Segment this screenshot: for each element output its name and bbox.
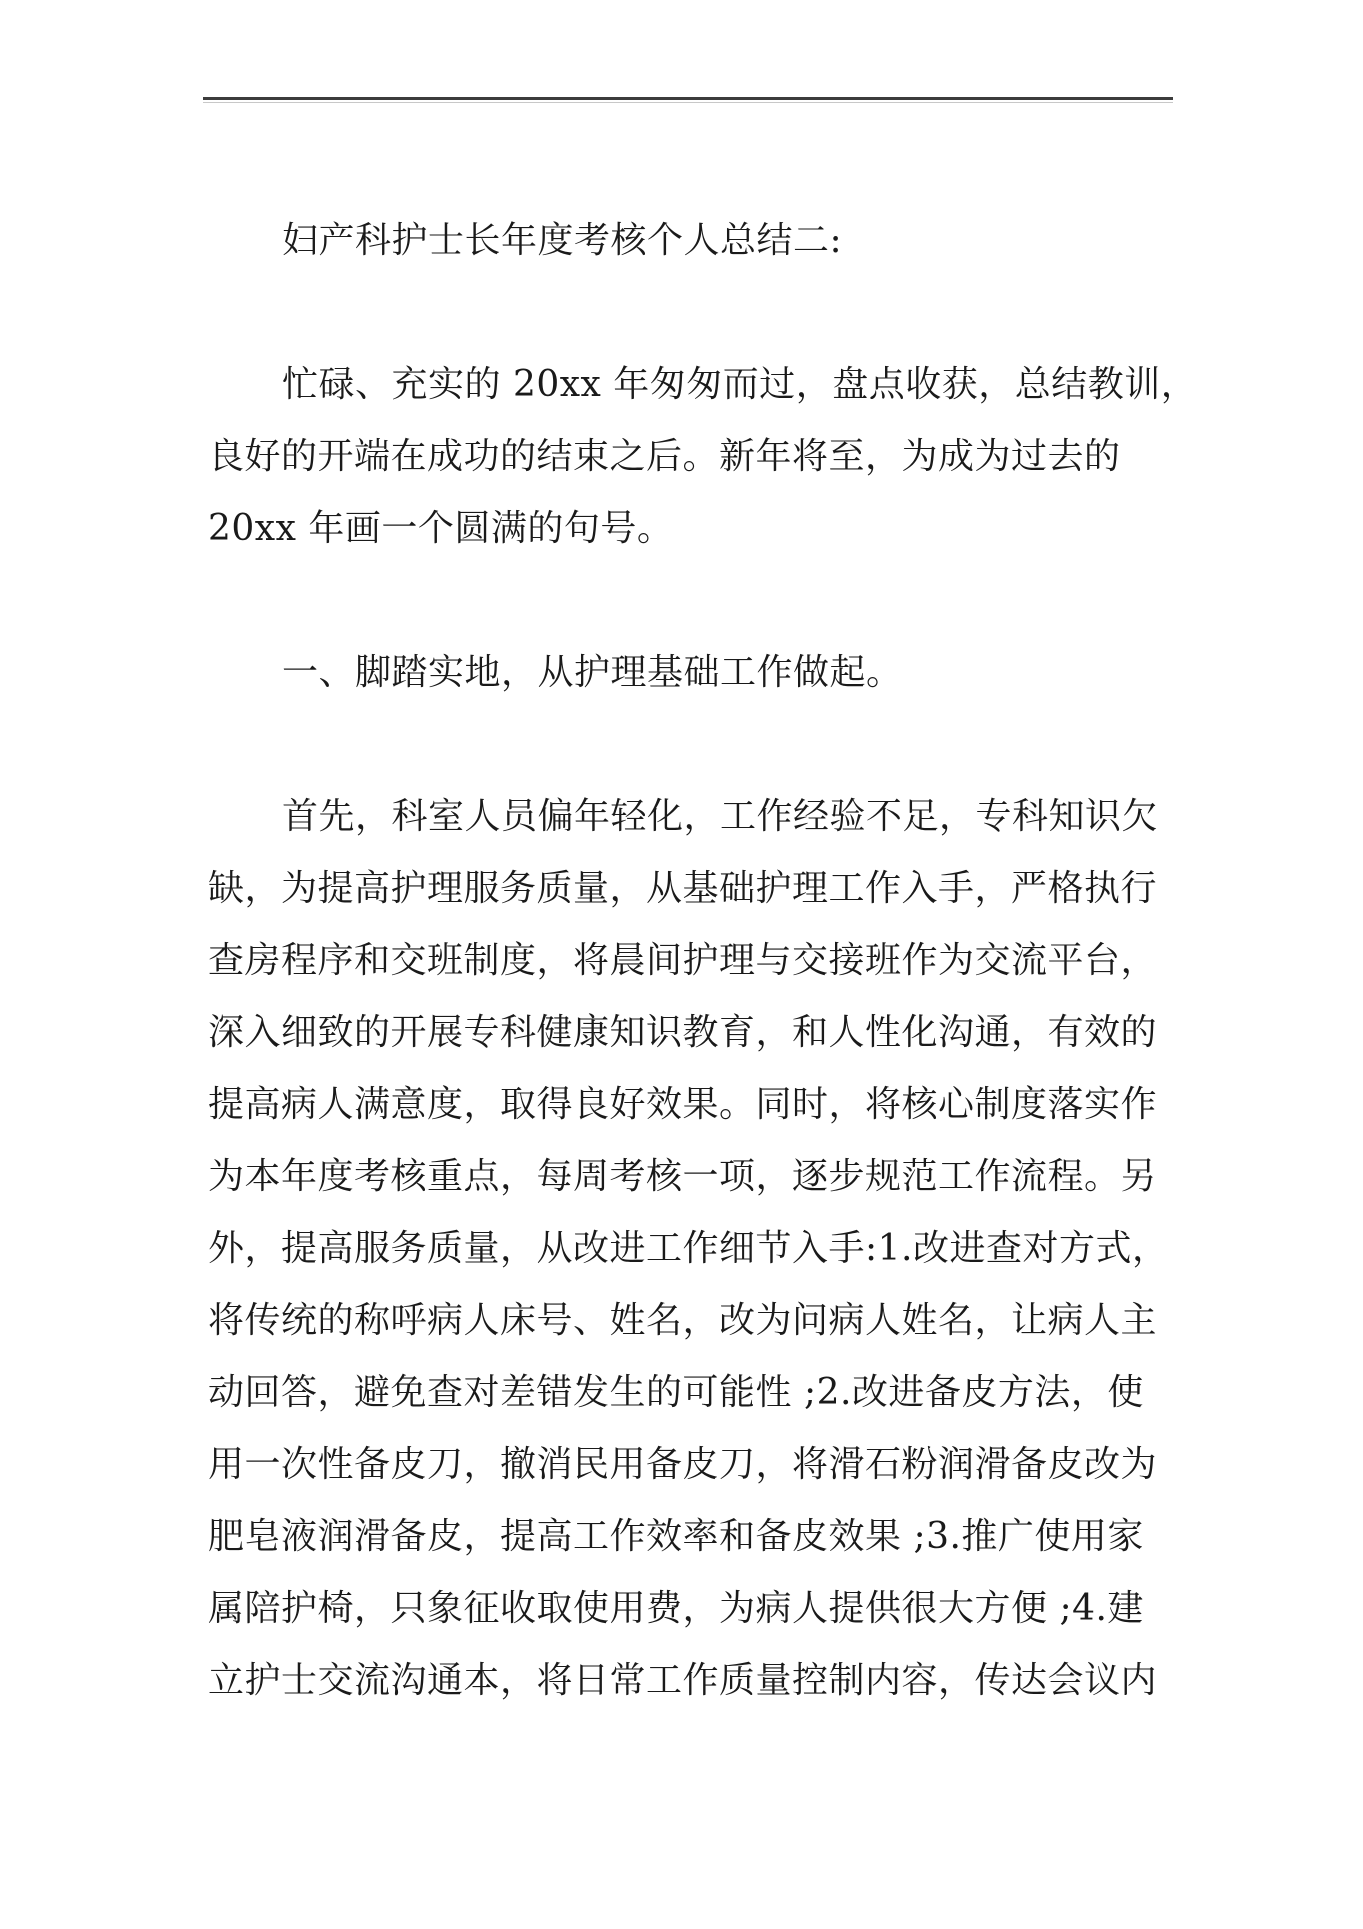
paragraph-line: 提高病人满意度，取得良好效果。同时，将核心制度落实作 [208,1084,1158,1125]
document-body [208,205,1198,1717]
paragraph-line: 外，提高服务质量，从改进工作细节入手:1.改进查对方式， [208,1228,1169,1269]
paragraph-line: 查房程序和交班制度，将晨间护理与交接班作为交流平台， [208,940,1158,981]
paragraph-line: 良好的开端在成功的结束之后。新年将至，为成为过去的 [208,436,1121,477]
paragraph-line: 属陪护椅，只象征收取使用费，为病人提供很大方便 ;4.建 [208,1588,1144,1629]
paragraph-line: 忙碌、充实的 20xx 年匆匆而过，盘点收获，总结教训， [282,364,1198,405]
paragraph-line: 将传统的称呼病人床号、姓名，改为问病人姓名，让病人主 [208,1300,1158,1341]
paragraph-intro [208,349,1198,565]
header-rule [203,97,1173,100]
paragraph-line: 用一次性备皮刀，撤消民用备皮刀，将滑石粉润滑备皮改为 [208,1444,1158,1485]
section-title: 一、脚踏实地，从护理基础工作做起。 [282,652,903,693]
paragraph-gap [208,277,1176,349]
paragraph-line: 立护士交流沟通本，将日常工作质量控制内容，传达会议内 [208,1660,1158,1701]
document-heading: 妇产科护士长年度考核个人总结二: [282,220,843,261]
paragraph-line: 缺，为提高护理服务质量，从基础护理工作入手，严格执行 [208,868,1158,909]
header-rule-shadow [203,102,1173,103]
paragraph-line: 20xx 年画一个圆满的句号。 [208,508,674,549]
paragraph-line: 为本年度考核重点，每周考核一项，逐步规范工作流程。另 [208,1156,1158,1197]
paragraph-gap [208,565,1176,637]
paragraph-line: 肥皂液润滑备皮，提高工作效率和备皮效果 ;3.推广使用家 [208,1516,1144,1557]
paragraph-gap [208,709,1176,781]
paragraph-line: 动回答，避免查对差错发生的可能性 ;2.改进备皮方法，使 [208,1372,1144,1413]
paragraph-line: 深入细致的开展专科健康知识教育，和人性化沟通，有效的 [208,1012,1158,1053]
paragraph-line: 首先，科室人员偏年轻化，工作经验不足，专科知识欠 [282,796,1159,837]
paragraph-body [208,781,1176,1717]
